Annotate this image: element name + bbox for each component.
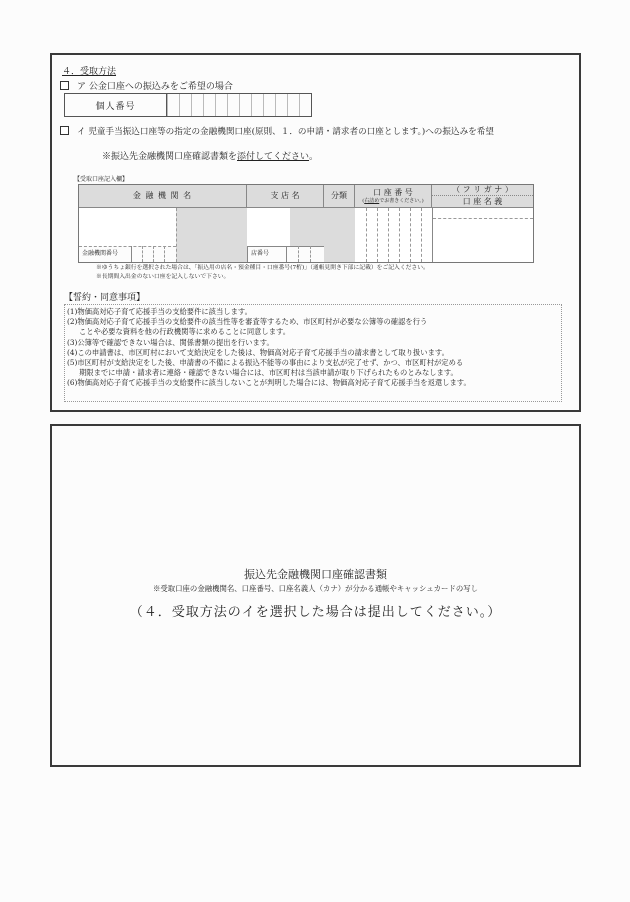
agreement-box [64, 304, 562, 402]
attachment-title: 振込先金融機関口座確認書類 [244, 568, 387, 581]
branch-code-input[interactable] [286, 246, 324, 262]
agreement-item: ことや必要な資料を他の行政機関等に求めることに同意します。 [79, 327, 291, 337]
divider [377, 208, 378, 262]
note-dormant: ※長期間入出金のない口座を記入しないで下さい。 [96, 274, 230, 280]
note-yucho: ※ゆうちょ銀行を選択された場合は、「振込用の店名・預金種目・口座番号(7桁)」（通帳見開き下部に記載）をご記入ください。 [96, 265, 429, 271]
option-a-label: ア 公金口座への振込みをご希望の場合 [77, 82, 233, 92]
personal-number-digit-9[interactable] [263, 94, 275, 116]
personal-number-digit-1[interactable] [167, 94, 179, 116]
attach-note-suffix: 。 [309, 152, 319, 162]
personal-number-digit-2[interactable] [179, 94, 191, 116]
account-number-note: (右詰めでお書きください。) [362, 197, 424, 204]
furigana-input[interactable] [433, 208, 533, 218]
agreement-item: (1)物価高対応子育て応援手当の支給要件に該当します。 [67, 307, 252, 316]
furigana-header: （ フ リ ガ ナ ） [432, 185, 533, 196]
classification-input[interactable] [324, 208, 355, 262]
bank-code-label: 金融機関番号 [82, 250, 119, 257]
attachment-area[interactable] [50, 424, 581, 767]
personal-number-box [64, 93, 312, 117]
option-i-label: イ 児童手当振込口座等の指定の金融機関口座(原則、１．の申請・請求者の口座とします。)への振込みを希望 [77, 127, 494, 137]
agreement-item: 期限までに申請・請求者に連絡・確認できない場合には、市区町村は当該申請が取り下げられたものとみなします。 [79, 368, 458, 378]
personal-number-digit-3[interactable] [191, 94, 203, 116]
account-number-note-text: でお書きください。 [379, 197, 422, 204]
account-holder-input[interactable] [433, 219, 533, 262]
classification-header: 分類 [324, 185, 355, 208]
section-title: ４．受取方法 [62, 67, 117, 77]
divider [410, 208, 411, 262]
personal-number-digit-5[interactable] [215, 94, 227, 116]
agreement-item: (4)この申請書は、市区町村において支給決定をした後は、物価高対応子育て応援手当の請求書として取り扱います。 [67, 347, 449, 357]
option-a-checkbox[interactable] [60, 81, 69, 90]
divider [388, 208, 389, 262]
bank-name-input[interactable] [79, 208, 176, 246]
attachment-instruction: （４．受取方法のイを選択した場合は提出してください。） [129, 605, 502, 620]
bank-name-header: 金 融 機 関 名 [79, 185, 247, 208]
personal-number-digit-12[interactable] [299, 94, 311, 116]
agreement-item: (6)物価高対応子育て応援手当の支給要件に該当しないことが判明した場合には、物価高対応子育て応援手当を返還します。 [67, 378, 471, 388]
account-holder-header: 口 座 名 義 [432, 196, 533, 208]
branch-name-input[interactable] [247, 208, 290, 246]
right-align-text: 右詰め [364, 197, 380, 204]
option-i-row [60, 126, 494, 138]
option-a-row [60, 81, 233, 93]
account-entry-table [78, 184, 534, 263]
branch-code-label: 店番号 [251, 250, 270, 257]
personal-number-digit-6[interactable] [227, 94, 239, 116]
divider [366, 208, 367, 262]
account-table-caption: 【受取口座記入欄】 [74, 176, 129, 183]
branch-type-area [290, 208, 324, 246]
bank-code-input[interactable] [131, 246, 176, 262]
agreement-item: (5)市区町村が支給決定をした後、申請書の不備による振込不能等の事由により支払が完了せず、かつ、市区町村が定める [67, 358, 464, 368]
attach-note [102, 152, 318, 163]
agreement-item: (3)公簿等で確認できない場合は、関係書類の提出を行います。 [67, 337, 274, 347]
branch-name-header: 支 店 名 [247, 185, 324, 208]
attachment-subtitle: ※受取口座の金融機関名、口座番号、口座名義人（カナ）が分かる通帳やキャッシュカードの写し [152, 584, 479, 593]
attach-note-prefix: ※振込先金融機関口座確認書類を [102, 152, 238, 162]
personal-number-digit-10[interactable] [275, 94, 287, 116]
account-number-title: 口 座 番 号 [373, 187, 413, 197]
divider [399, 208, 400, 262]
personal-number-digit-4[interactable] [203, 94, 215, 116]
personal-number-digit-7[interactable] [239, 94, 251, 116]
divider [421, 208, 422, 262]
option-i-checkbox[interactable] [60, 126, 69, 135]
personal-number-label: 個人番号 [65, 94, 167, 116]
agreement-item: (2)物価高対応子育て応援手当の支給要件の該当性等を審査等するため、市区町村が必要な公簿等の確認を行う [67, 317, 428, 327]
personal-number-digit-11[interactable] [287, 94, 299, 116]
attach-note-underlined: 添付してください [237, 152, 310, 162]
receipt-method-section [50, 53, 581, 412]
agreement-title: 【誓約・同意事項】 [64, 293, 146, 303]
bank-type-area[interactable] [176, 208, 247, 262]
personal-number-digit-8[interactable] [251, 94, 263, 116]
account-number-header [355, 185, 432, 208]
